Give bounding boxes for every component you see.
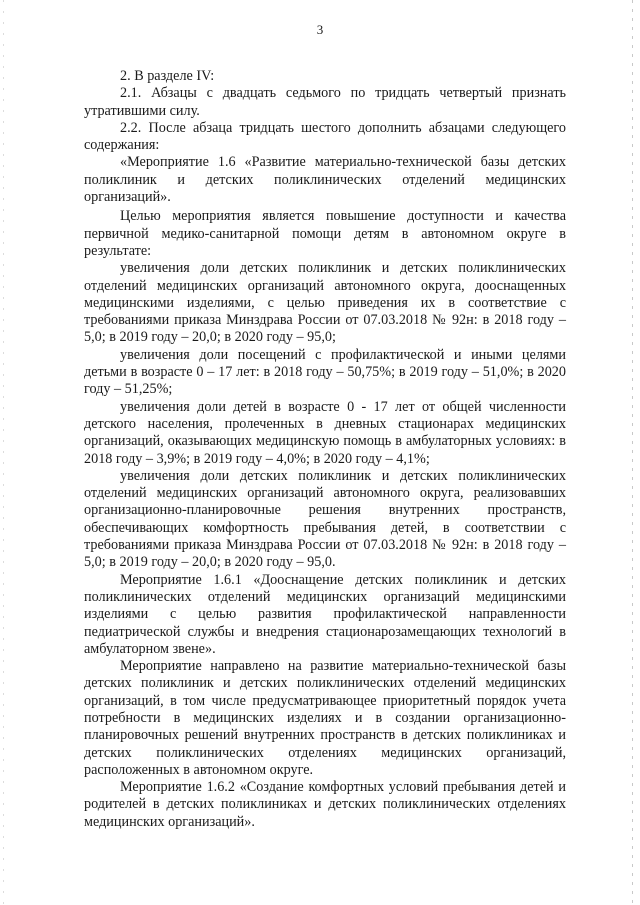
paragraph-2-1: 2.1. Абзацы с двадцать седьмого по тридцать четвертый признать утратившими силу. [84, 85, 566, 119]
scan-edge-left [3, 0, 4, 905]
result-item-2: увеличения доли посещений с профилактической и иными целями детьми в возрасте 0 – 17 лет: в 2018 году – 50,75%; в 2019 году – 51,0%; в 2020 году – 51,25%; [84, 346, 566, 398]
paragraph-2-2: 2.2. После абзаца тридцать шестого дополнить абзацами следующего содержания: [84, 119, 566, 154]
page-number: 3 [316, 22, 324, 37]
result-item-1: увеличения доли детских поликлиник и детских поликлинических отделений медицинских организаций автономного округа, дооснащенных медицинскими изделиями, с целью приведения их в соответствие с требованиями приказа Минздрава России от 07.03.2018 № 92н: в 2018 году – 5,0; в 2019 году – 20,0; в 2020 году – 95,0; [84, 260, 566, 346]
measure-1-6-title: «Мероприятие 1.6 «Развитие материально-технической базы детских поликлиник и детских поликлинических отделений медицинских организаций». [84, 154, 566, 206]
scan-edge-right [632, 0, 633, 905]
measure-1-6-2: Мероприятие 1.6.2 «Создание комфортных условий пребывания детей и родителей в детских поликлиниках и детских поликлинических отделениях медицинских организаций». [84, 779, 566, 830]
result-item-4: увеличения доли детских поликлиник и детских поликлинических отделений медицинских организаций автономного округа, реализовавших организационно-планировочные решения внутренних пространств, обеспечивающих комфортность пребывания детей, в соответствии с требованиями приказа Минздрава России от 07.03.2018 № 92н: в 2018 году – 5,0; в 2019 году – 20,0; в 2020 году – 95,0. [84, 467, 566, 571]
result-item-3: увеличения доли детей в возрасте 0 - 17 лет от общей численности детского населения, пролеченных в дневных стационарах медицинских организаций, оказывающих медицинскую помощь в амбулаторных условиях: в 2018 году – 3,9%; в 2019 году – 4,0%; в 2020 году – 4,1%; [84, 398, 566, 467]
document-body [84, 68, 566, 831]
measure-1-6-1: Мероприятие 1.6.1 «Дооснащение детских поликлиник и детских поликлинических отделений медицинских организаций медицинскими изделиями с целью развития профилактической направленности педиатрической службы и внедрения стационарозамещающих технологий в амбулаторном звене». [84, 571, 566, 657]
section-heading: 2. В разделе IV: [120, 68, 215, 84]
measure-direction: Мероприятие направлено на развитие материально-технической базы детских поликлиник и детских поликлинических отделений медицинских организаций, в том числе предусматривающее приоритетный порядок учета потребности в медицинских изделиях и в создании организационно-планировочных решений внутренних пространств в детских поликлиниках и детских поликлинических отделениях медицинских организаций, расположенных в автономном округе. [84, 658, 566, 778]
measure-goal: Целью мероприятия является повышение доступности и качества первичной медико-санитарной помощи детям в автономном округе в результате: [84, 208, 566, 259]
